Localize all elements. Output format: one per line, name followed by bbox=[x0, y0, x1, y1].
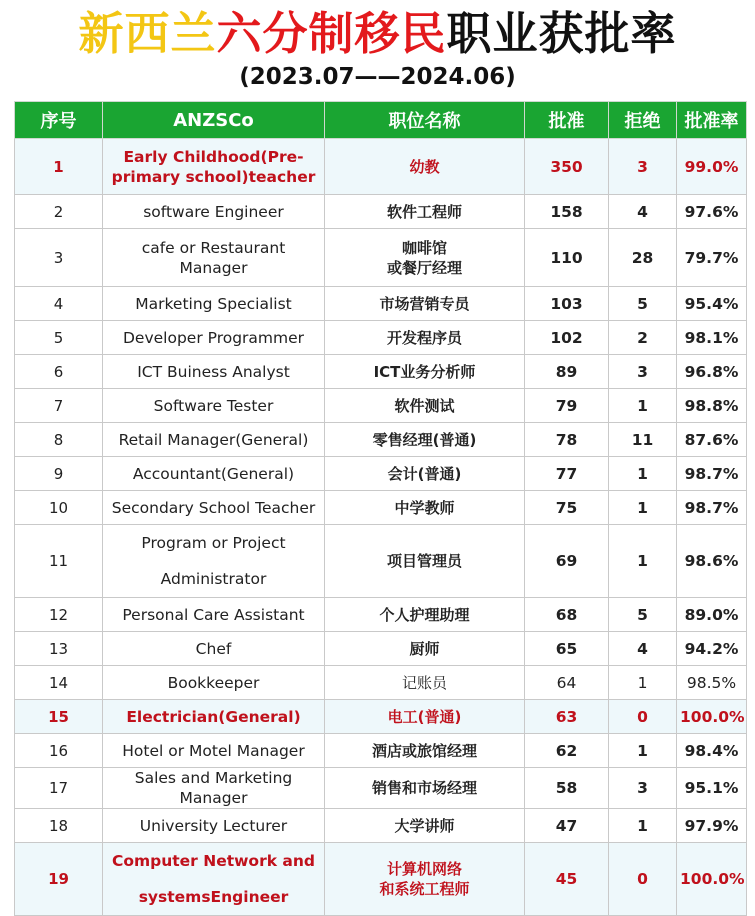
rejected-count: 3 bbox=[609, 768, 677, 809]
table-header-row bbox=[15, 102, 747, 139]
rejected-count: 4 bbox=[609, 195, 677, 229]
anzsco-cell: Chef bbox=[103, 632, 325, 666]
job-title-cell: 电工(普通) bbox=[325, 700, 525, 734]
job-title-cell: 个人护理助理 bbox=[325, 598, 525, 632]
rejected-count: 2 bbox=[609, 321, 677, 355]
approval-rate-table bbox=[14, 101, 747, 916]
title-part-1: 新西兰 bbox=[78, 7, 217, 60]
approval-rate: 98.5% bbox=[677, 666, 747, 700]
approved-count: 102 bbox=[525, 321, 609, 355]
rejected-count: 4 bbox=[609, 632, 677, 666]
rejected-count: 3 bbox=[609, 139, 677, 195]
anzsco-cell: Developer Programmer bbox=[103, 321, 325, 355]
table-body bbox=[15, 139, 747, 916]
approved-count: 62 bbox=[525, 734, 609, 768]
approval-rate: 96.8% bbox=[677, 355, 747, 389]
page-title bbox=[0, 4, 755, 64]
rejected-count: 3 bbox=[609, 355, 677, 389]
approved-count: 65 bbox=[525, 632, 609, 666]
approved-count: 68 bbox=[525, 598, 609, 632]
row-number: 1 bbox=[15, 139, 103, 195]
anzsco-cell: University Lecturer bbox=[103, 809, 325, 843]
table-row bbox=[15, 139, 747, 195]
approved-count: 158 bbox=[525, 195, 609, 229]
approved-count: 79 bbox=[525, 389, 609, 423]
rejected-count: 0 bbox=[609, 843, 677, 916]
approval-rate: 100.0% bbox=[677, 700, 747, 734]
approved-count: 89 bbox=[525, 355, 609, 389]
row-number: 10 bbox=[15, 491, 103, 525]
table-row bbox=[15, 491, 747, 525]
page-subtitle: (2023.07——2024.06) bbox=[239, 64, 516, 90]
rejected-count: 5 bbox=[609, 287, 677, 321]
approved-count: 77 bbox=[525, 457, 609, 491]
row-number: 19 bbox=[15, 843, 103, 916]
column-header-anzsco: ANZSCo bbox=[103, 102, 325, 139]
row-number: 16 bbox=[15, 734, 103, 768]
job-title-cell: 厨师 bbox=[325, 632, 525, 666]
column-header-no: 序号 bbox=[15, 102, 103, 139]
column-header-rejected: 拒绝 bbox=[609, 102, 677, 139]
table-row bbox=[15, 287, 747, 321]
rejected-count: 1 bbox=[609, 666, 677, 700]
anzsco-cell: Electrician(General) bbox=[103, 700, 325, 734]
approval-rate: 98.7% bbox=[677, 491, 747, 525]
approval-rate: 95.1% bbox=[677, 768, 747, 809]
job-title-cell: 记账员 bbox=[325, 666, 525, 700]
anzsco-cell: Software Tester bbox=[103, 389, 325, 423]
title-part-2: 六分制移民 bbox=[216, 7, 447, 60]
column-header-approved: 批准 bbox=[525, 102, 609, 139]
column-header-rate: 批准率 bbox=[677, 102, 747, 139]
table-row bbox=[15, 355, 747, 389]
approved-count: 47 bbox=[525, 809, 609, 843]
rejected-count: 5 bbox=[609, 598, 677, 632]
approval-rate: 97.9% bbox=[677, 809, 747, 843]
anzsco-cell: Personal Care Assistant bbox=[103, 598, 325, 632]
approved-count: 75 bbox=[525, 491, 609, 525]
job-title-cell: 市场营销专员 bbox=[325, 287, 525, 321]
table-row bbox=[15, 632, 747, 666]
approval-rate: 79.7% bbox=[677, 229, 747, 287]
rejected-count: 1 bbox=[609, 389, 677, 423]
anzsco-cell: Sales and Marketing Manager bbox=[103, 768, 325, 809]
table-row bbox=[15, 734, 747, 768]
job-title-cell: 软件工程师 bbox=[325, 195, 525, 229]
rejected-count: 1 bbox=[609, 734, 677, 768]
anzsco-cell: ICT Buiness Analyst bbox=[103, 355, 325, 389]
row-number: 6 bbox=[15, 355, 103, 389]
header bbox=[0, 0, 755, 100]
job-title-cell: 零售经理(普通) bbox=[325, 423, 525, 457]
anzsco-cell: Retail Manager(General) bbox=[103, 423, 325, 457]
approved-count: 78 bbox=[525, 423, 609, 457]
job-title-cell: 会计(普通) bbox=[325, 457, 525, 491]
table-row bbox=[15, 389, 747, 423]
row-number: 3 bbox=[15, 229, 103, 287]
anzsco-cell: Bookkeeper bbox=[103, 666, 325, 700]
row-number: 11 bbox=[15, 525, 103, 598]
job-title-cell: 计算机网络 和系统工程师 bbox=[325, 843, 525, 916]
job-title-cell: 中学教师 bbox=[325, 491, 525, 525]
anzsco-cell: Accountant(General) bbox=[103, 457, 325, 491]
job-title-cell: 软件测试 bbox=[325, 389, 525, 423]
approved-count: 64 bbox=[525, 666, 609, 700]
approval-rate: 95.4% bbox=[677, 287, 747, 321]
approved-count: 45 bbox=[525, 843, 609, 916]
approved-count: 58 bbox=[525, 768, 609, 809]
approval-rate: 87.6% bbox=[677, 423, 747, 457]
job-title-cell: ICT业务分析师 bbox=[325, 355, 525, 389]
row-number: 8 bbox=[15, 423, 103, 457]
row-number: 17 bbox=[15, 768, 103, 809]
anzsco-cell: cafe or Restaurant Manager bbox=[103, 229, 325, 287]
row-number: 4 bbox=[15, 287, 103, 321]
table-row bbox=[15, 457, 747, 491]
job-title-cell: 咖啡馆 或餐厅经理 bbox=[325, 229, 525, 287]
table-row bbox=[15, 195, 747, 229]
row-number: 18 bbox=[15, 809, 103, 843]
approved-count: 350 bbox=[525, 139, 609, 195]
rejected-count: 11 bbox=[609, 423, 677, 457]
approval-rate: 98.1% bbox=[677, 321, 747, 355]
approval-rate: 94.2% bbox=[677, 632, 747, 666]
approval-rate: 98.4% bbox=[677, 734, 747, 768]
approved-count: 103 bbox=[525, 287, 609, 321]
rejected-count: 1 bbox=[609, 525, 677, 598]
column-header-title: 职位名称 bbox=[325, 102, 525, 139]
row-number: 2 bbox=[15, 195, 103, 229]
job-title-cell: 项目管理员 bbox=[325, 525, 525, 598]
rejected-count: 1 bbox=[609, 809, 677, 843]
job-title-cell: 开发程序员 bbox=[325, 321, 525, 355]
table-row bbox=[15, 321, 747, 355]
approval-rate: 100.0% bbox=[677, 843, 747, 916]
anzsco-cell: Hotel or Motel Manager bbox=[103, 734, 325, 768]
table-row bbox=[15, 809, 747, 843]
table-row bbox=[15, 598, 747, 632]
job-title-cell: 销售和市场经理 bbox=[325, 768, 525, 809]
table-row bbox=[15, 525, 747, 598]
approval-rate: 98.6% bbox=[677, 525, 747, 598]
rejected-count: 0 bbox=[609, 700, 677, 734]
approval-rate: 98.8% bbox=[677, 389, 747, 423]
anzsco-cell: Secondary School Teacher bbox=[103, 491, 325, 525]
row-number: 13 bbox=[15, 632, 103, 666]
row-number: 7 bbox=[15, 389, 103, 423]
row-number: 12 bbox=[15, 598, 103, 632]
approved-count: 69 bbox=[525, 525, 609, 598]
approved-count: 63 bbox=[525, 700, 609, 734]
anzsco-cell: Early Childhood(Pre-primary school)teacher bbox=[103, 139, 325, 195]
job-title-cell: 幼教 bbox=[325, 139, 525, 195]
rejected-count: 1 bbox=[609, 491, 677, 525]
approval-rate: 99.0% bbox=[677, 139, 747, 195]
anzsco-cell: Computer Network and systemsEngineer bbox=[103, 843, 325, 916]
approval-rate: 89.0% bbox=[677, 598, 747, 632]
title-part-3: 职业获批率 bbox=[446, 7, 677, 60]
rejected-count: 1 bbox=[609, 457, 677, 491]
anzsco-cell: Marketing Specialist bbox=[103, 287, 325, 321]
table-row bbox=[15, 768, 747, 809]
rejected-count: 28 bbox=[609, 229, 677, 287]
table-row bbox=[15, 423, 747, 457]
table-row bbox=[15, 843, 747, 916]
job-title-cell: 酒店或旅馆经理 bbox=[325, 734, 525, 768]
approval-rate: 97.6% bbox=[677, 195, 747, 229]
anzsco-cell: software Engineer bbox=[103, 195, 325, 229]
row-number: 9 bbox=[15, 457, 103, 491]
anzsco-cell: Program or Project Administrator bbox=[103, 525, 325, 598]
table-row bbox=[15, 229, 747, 287]
row-number: 14 bbox=[15, 666, 103, 700]
approval-rate: 98.7% bbox=[677, 457, 747, 491]
approved-count: 110 bbox=[525, 229, 609, 287]
job-title-cell: 大学讲师 bbox=[325, 809, 525, 843]
row-number: 5 bbox=[15, 321, 103, 355]
row-number: 15 bbox=[15, 700, 103, 734]
table-row bbox=[15, 700, 747, 734]
table-row bbox=[15, 666, 747, 700]
